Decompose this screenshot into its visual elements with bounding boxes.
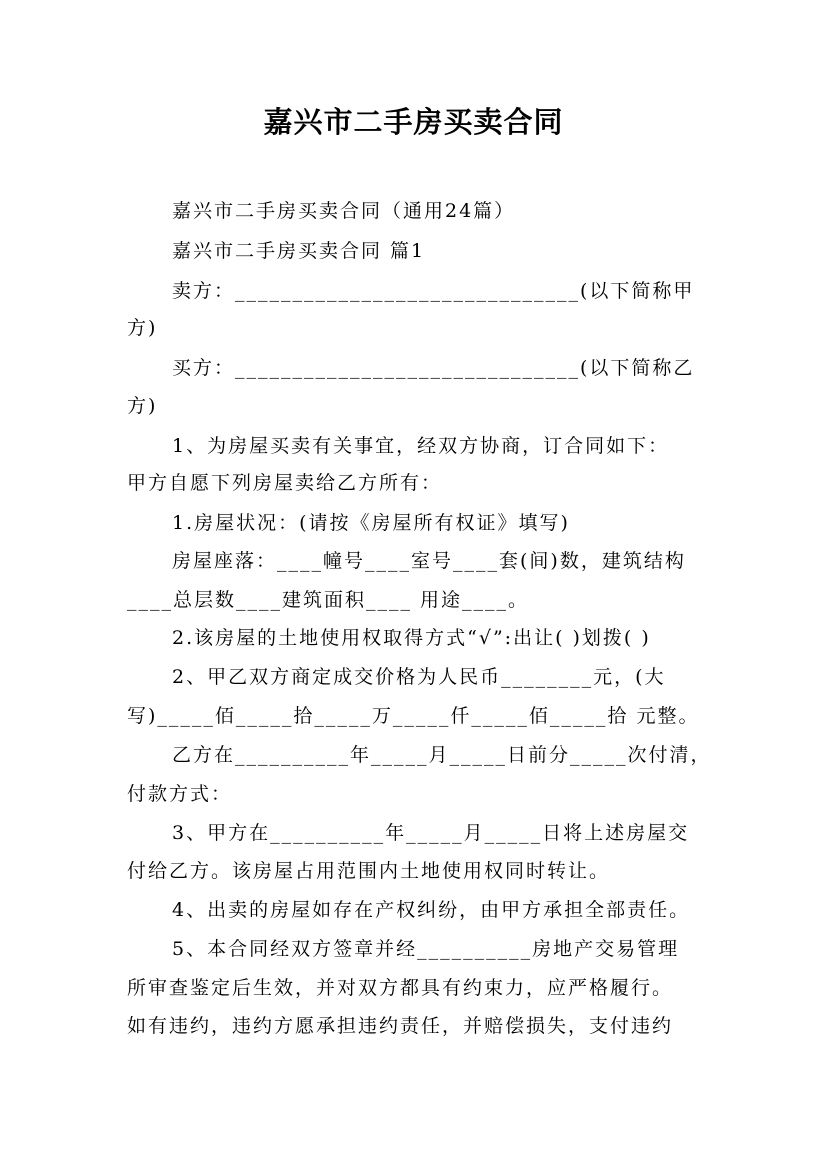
house-location-cont: ____总层数____建筑面积____ 用途____。 — [127, 589, 530, 611]
house-status: 1.房屋状况：(请按《房屋所有权证》填写) — [172, 512, 570, 534]
buyer-line: 买方：______________________________(以下简称乙 — [172, 357, 695, 379]
clause-1: 1、为房屋买卖有关事宜，经双方协商，订合同如下： — [172, 435, 670, 457]
subtitle: 嘉兴市二手房买卖合同（通用24篇） — [172, 200, 516, 222]
payment-date: 乙方在__________年_____月_____日前分_____次付清， — [172, 744, 712, 766]
buyer-line-cont: 方) — [127, 395, 158, 417]
document-title: 嘉兴市二手房买卖合同 — [263, 105, 564, 139]
clause-2: 2、甲乙双方商定成交价格为人民币________元，(大 — [172, 666, 666, 688]
clause-4: 4、出卖的房屋如存在产权纠纷，由甲方承担全部责任。 — [172, 899, 691, 921]
clause-3-cont: 付给乙方。该房屋占用范围内土地使用权同时转让。 — [127, 860, 611, 882]
seller-line: 卖方：______________________________(以下简称甲 — [172, 280, 695, 302]
section-heading: 嘉兴市二手房买卖合同 篇1 — [172, 240, 426, 262]
clause-2-cont: 写)_____佰_____拾_____万_____仟_____佰_____拾 元整。 — [127, 705, 700, 727]
clause-5: 5、本合同经双方签章并经__________房地产交易管理 — [172, 938, 680, 960]
clause-5-cont-2: 如有违约，违约方愿承担违约责任，并赔偿损失，支付违约 — [127, 1015, 674, 1037]
land-use-right: 2.该房屋的土地使用权取得方式“√”:出让( )划拨( ) — [172, 627, 651, 649]
clause-5-cont: 所审查鉴定后生效，并对双方都具有约束力，应严格履行。 — [127, 977, 674, 999]
clause-1-cont: 甲方自愿下列房屋卖给乙方所有： — [127, 472, 443, 494]
seller-line-cont: 方) — [127, 317, 158, 339]
house-location: 房屋座落：____幢号____室号____套(间)数，建筑结构 — [172, 550, 686, 572]
payment-method: 付款方式： — [127, 783, 233, 805]
clause-3: 3、甲方在__________年_____月_____日将上述房屋交 — [172, 822, 690, 844]
